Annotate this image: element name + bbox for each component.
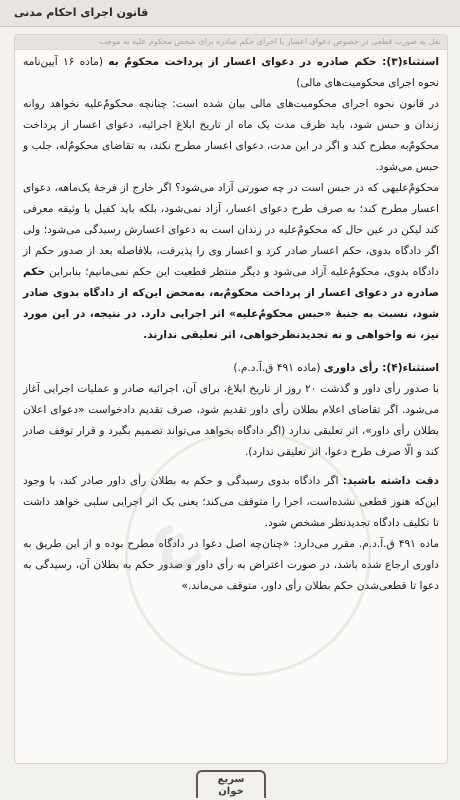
section-heading-3 xyxy=(23,52,439,94)
book-title: قانون اجرای احکام مدنی xyxy=(14,6,149,19)
footer-logo xyxy=(0,766,460,800)
heading-ref: (ماده ۴۹۱ ق.آ.د.م.) xyxy=(233,362,324,374)
paragraph: ماده ۴۹۱ ق.آ.د.م. مقرر می‌دارد: «چنان‌چه اصل دعوا در دادگاه مطرح بوده و از این طریق به داوری ارجاع شده باشد، در صورت اعتراض به رأی داور و صدور حکم به بطلان آن، رسیدگی به دعوا تا قطعی‌شدن حکم بطلان رأی داور، متوقف می‌ماند.» xyxy=(23,538,440,592)
book-header xyxy=(0,0,460,27)
note-lead: دقت داشته باشید: xyxy=(342,475,439,487)
paragraph-text: محکومٌ‌علیهی که در حبس است در چه صورتی آزاد می‌شود؟ اگر خارج از فرجهٔ یک‌ماهه، دعوای اعسار مطرح کند؛ به صرف طرح دعوای اعسار، آزاد نمی‌شود، بلکه باید کفیل یا وثیقه معرفی کند لیکن در عین حال که محکومٌ‌علیه در زندان است به دعوای اعسارش رسیدگی می‌شود؛ ولی اگر دادگاه بدوی، حکم اعسار صادر کرد و اعسار وی را پذیرفت، بلافاصله بعد از صدور حکم از دادگاه بدوی، محکومٌ‌علیه آزاد می‌شود و دیگر منتظر قطعیت این حکم نمی‌مانیم؛ بنابراین xyxy=(23,182,439,278)
faded-top-line: نقل به صورت قطعی در خصوص دعوای اعسار یا اجرای حکم صادره برای شخص محکوم علیه به موجب xyxy=(15,35,447,50)
logo-bracket-icon xyxy=(196,770,266,798)
paragraph: در قانون نحوه اجرای محکومیت‌های مالی بیان شده است: چنانچه محکومٌ‌علیه نخواهد روانه زندان و حبس شود، باید ظرف مدت یک ماه از تاریخ ابلاغ اجرائیه، دعوای اعسار از پرداخت محکومٌ‌به مطرح کند و اگر در این مدت، دعوای اعسار مطرح نکند، به تقاضای محکومٌ‌له، جلب و حبس می‌شود. xyxy=(23,98,439,173)
logo-line-2: خوان xyxy=(218,786,244,797)
heading-ref: (ماده ۱۶ آیین‌نامه نحوه اجرای محکومیت‌های مالی) xyxy=(23,56,439,89)
heading-text: استثناء(۳): حکم صادره در دعوای اعسار از پرداخت محکومٌ به xyxy=(108,56,439,68)
paragraph xyxy=(23,178,439,346)
watermark-seal-icon: ع xyxy=(125,430,371,676)
logo-line-1: سریع xyxy=(217,774,245,785)
page-body xyxy=(14,34,448,764)
section-heading-4 xyxy=(23,358,439,379)
paragraph: با صدور رأی داور و گذشت ۲۰ روز از تاریخ ابلاغ، برای آن، اجرائیه صادر و عملیات اجرایی آغاز می‌شود. اگر تقاضای اعلام بطلان رأی داور تقدیم شود، صرف تقدیم دادخواست «دعوای اعلان بطلان رأی داور»، اثر تعلیقی ندارد (اگر دادگاه بخواهد می‌تواند تصمیم بگیرد و قرار توقف صادر کند و الّا صرف طرح دعوا، اثر تعلیقی ندارد). xyxy=(23,383,439,458)
note-text: اگر دادگاه بدوی رسیدگی و حکم به بطلان رأی داور صادر کند، با وجود این‌که هنوز قطعی نشده‌است، اجرا را متوقف می‌کند؛ یعنی یک اثر اجرایی سلبی خواهد داشت تا تکلیف دادگاه تجدیدنظر مشخص شود. xyxy=(23,475,439,529)
paragraph-emphasis: حکم صادره در دعوای اعسار از پرداخت محکومٌ‌به، به‌محض این‌که از دادگاه بدوی صادر شود، نسبت به جنبهٔ «حبس محکومٌ‌علیه» اثر اجرایی دارد. در نتیجه، در این مورد نیز، نه واخواهی و نه تجدیدنظرخواهی، اثر تعلیقی ندارند. xyxy=(23,266,439,341)
heading-text: استثناء(۴): رأی داوری xyxy=(323,362,439,374)
